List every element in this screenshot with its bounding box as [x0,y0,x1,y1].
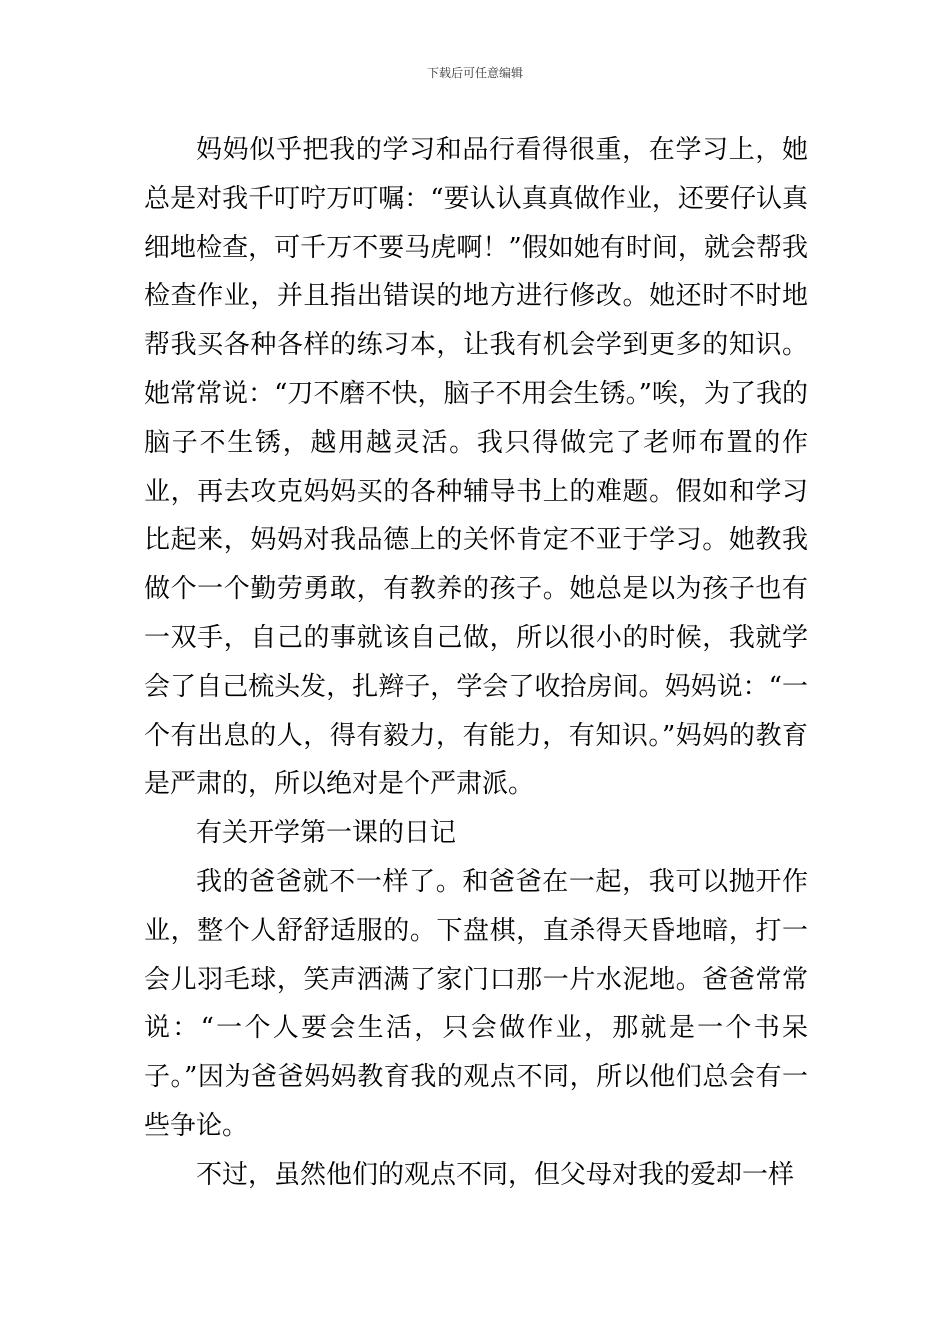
paragraph-conclusion: 不过，虽然他们的观点不同，但父母对我的爱却一样 [196,1159,795,1190]
page-header: 下载后可任意编辑 [426,66,523,80]
document-body [144,126,808,1200]
paragraph-father: 我的爸爸就不一样了。和爸爸在一起，我可以抛开作业，整个人舒舒适服的。下盘棋，直杀得天昏地暗，打一会儿羽毛球，笑声洒满了家门口那一片水泥地。爸爸常常说：“一个人要会生活，只会做作业，那就是一个书呆子。”因为爸爸妈妈教育我的观点不同，所以他们总会有一些争论。 [144,866,808,1141]
paragraph-mother: 妈妈似乎把我的学习和品行看得很重，在学习上，她总是对我千叮咛万叮嘱：“要认认真真做作业，还要仔认真细地检查，可千万不要马虎啊！”假如她有时间，就会帮我检查作业，并且指出错误的地方进行修改。她还时不时地帮我买各种各样的练习本，让我有机会学到更多的知识。她常常说：“刀不磨不快，脑子不用会生锈。”唉，为了我的脑子不生锈，越用越灵活。我只得做完了老师布置的作业，再去攻克妈妈买的各种辅导书上的难题。假如和学习比起来，妈妈对我品德上的关怀肯定不亚于学习。她教我做个一个勤劳勇敢，有教养的孩子。她总是以为孩子也有一双手，自己的事就该自己做，所以很小的时候，我就学会了自己梳头发，扎辫子，学会了收拾房间。妈妈说：“一个有出息的人，得有毅力，有能力，有知识。”妈妈的教育是严肃的，所以绝对是个严肃派。 [144,135,808,800]
section-heading: 有关开学第一课的日记 [196,818,457,849]
